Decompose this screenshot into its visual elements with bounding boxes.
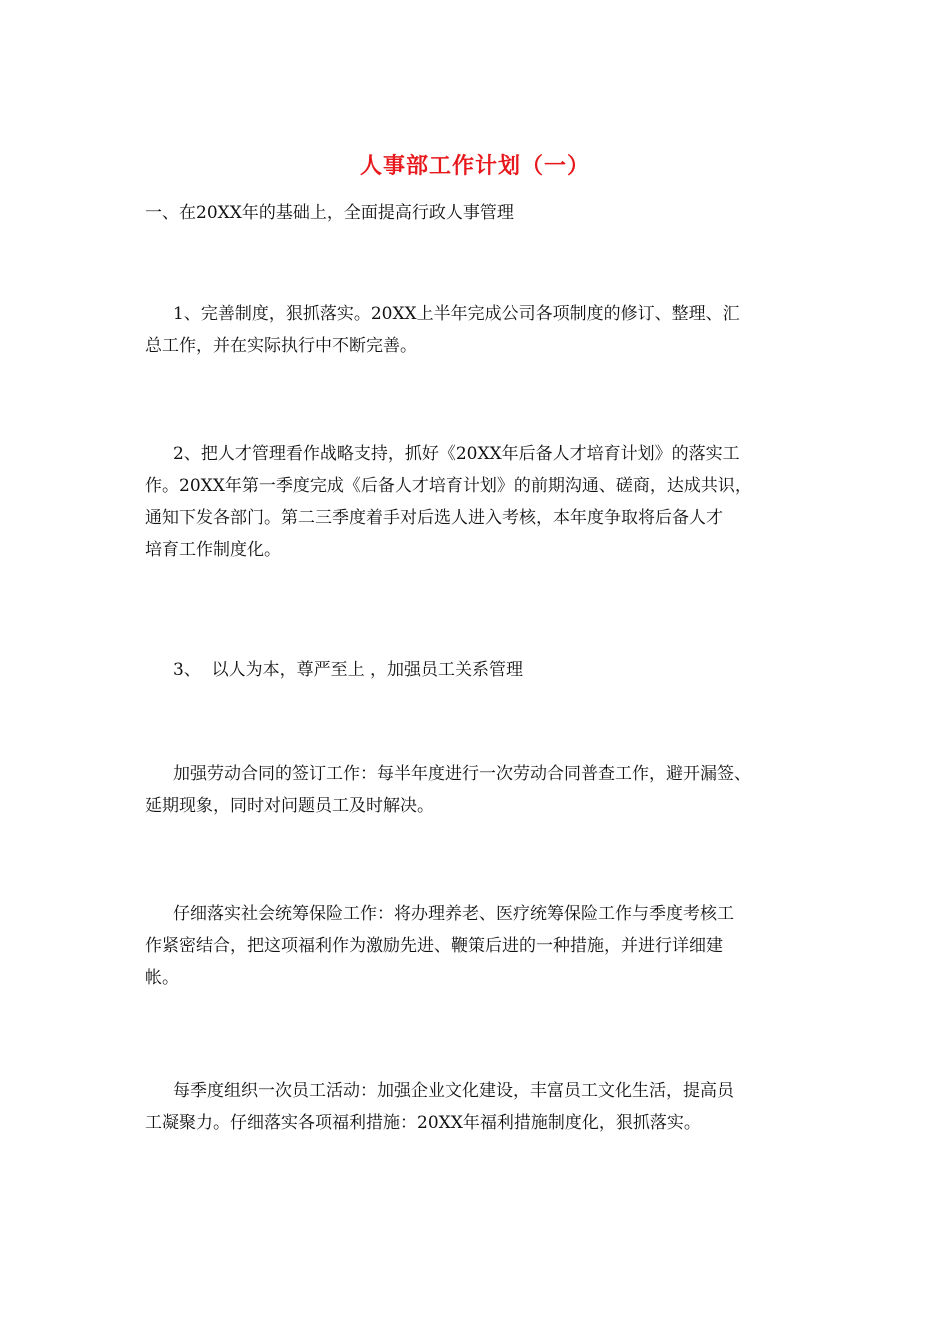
document-title: 人事部工作计划（一）: [359, 153, 590, 179]
paragraph-line: 帐。: [145, 968, 179, 988]
paragraph-line: 工凝聚力。仔细落实各项福利措施：20XX年福利措施制度化，狠抓落实。: [145, 1113, 701, 1133]
paragraph-6: [145, 1075, 825, 1139]
paragraph-4: [145, 758, 825, 822]
paragraph-line: 培育工作制度化。: [145, 540, 281, 560]
paragraph-line: 仔细落实社会统筹保险工作：将办理养老、医疗统筹保险工作与季度考核工: [173, 904, 734, 924]
paragraph-line: 每季度组织一次员工活动：加强企业文化建设，丰富员工文化生活，提高员: [173, 1081, 734, 1101]
paragraph-line: 加强劳动合同的签订工作：每半年度进行一次劳动合同普查工作，避开漏签、: [173, 764, 751, 784]
paragraph-line: 通知下发各部门。第二三季度着手对后选人进入考核，本年度争取将后备人才: [145, 508, 723, 528]
paragraph-3: [145, 654, 825, 686]
paragraph-line: 3、 以人为本，尊严至上 ，加强员工关系管理: [173, 660, 524, 680]
section-heading: 一、在20XX年的基础上，全面提高行政人事管理: [145, 203, 514, 223]
paragraph-1: [145, 298, 825, 362]
paragraph-line: 1、完善制度，狠抓落实。20XX上半年完成公司各项制度的修订、整理、汇: [173, 304, 740, 324]
paragraph-line: 作。20XX年第一季度完成《后备人才培育计划》的前期沟通、磋商，达成共识，: [145, 476, 752, 496]
paragraph-line: 总工作，并在实际执行中不断完善。: [145, 336, 417, 356]
paragraph-5: [145, 898, 825, 994]
paragraph-2: [145, 438, 825, 566]
paragraph-line: 2、把人才管理看作战略支持，抓好《20XX年后备人才培育计划》的落实工: [173, 444, 740, 464]
paragraph-line: 延期现象，同时对问题员工及时解决。: [145, 796, 434, 816]
paragraph-line: 作紧密结合，把这项福利作为激励先进、鞭策后进的一种措施，并进行详细建: [145, 936, 723, 956]
